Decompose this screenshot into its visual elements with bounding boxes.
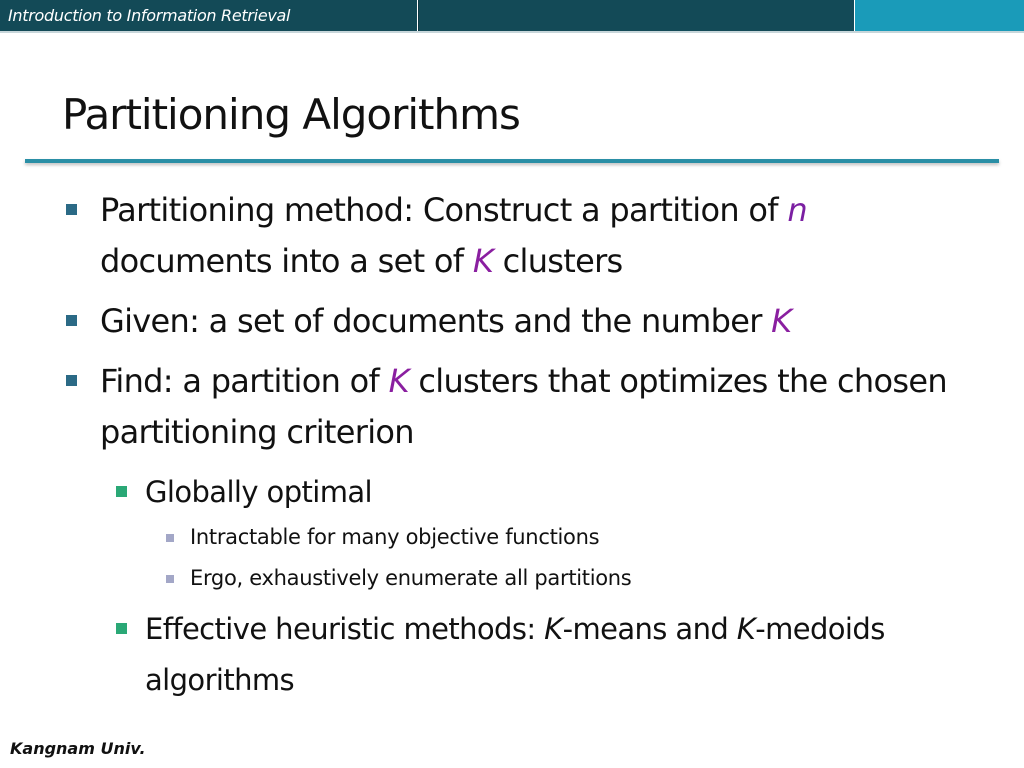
header-bar-accent [855,0,1024,31]
bullet-text: clusters that optimizes the chosen partitioning criterion [100,362,947,451]
variable-k: K [544,612,563,646]
bullet-text: clusters [493,242,623,280]
bullet-text: Find: a partition of [100,362,389,400]
bullet-text: Ergo, exhaustively enumerate all partitions [190,566,632,590]
bullet-text: -medoids algorithms [145,612,885,697]
bullet-list [0,185,1024,706]
bullet-text: Intractable for many objective functions [190,525,600,549]
header-bar [0,0,1024,33]
sub-sub-bullet-ergo [190,563,890,594]
header-underline [0,31,1024,33]
variable-k: K [771,302,792,340]
bullet-text: Given: a set of documents and the number [100,302,772,340]
bullet-text: -means and [562,612,737,646]
slide-content [0,185,1024,710]
bullet-partitioning-method [100,185,950,287]
bullet-text: Partitioning method: Construct a partition of [100,191,788,229]
header-bar-middle [418,0,854,31]
variable-k: K [388,362,409,400]
bullet-text: documents into a set of [100,242,473,280]
bullet-text: Effective heuristic methods: [145,612,545,646]
title-divider [25,159,999,163]
footer-institution: Kangnam Univ. [10,739,146,758]
sub-bullet-globally-optimal [145,467,945,518]
slide-title: Partitioning Algorithms [62,90,520,139]
variable-k: K [736,612,756,646]
bullet-find [100,356,950,458]
sub-bullet-heuristic-methods [145,604,945,706]
bullet-given [100,296,950,347]
bullet-text: Globally optimal [145,475,373,509]
variable-k: K [472,242,494,280]
sub-sub-bullet-intractable [190,522,890,553]
variable-n: n [787,191,807,229]
course-title: Introduction to Information Retrieval [8,6,291,25]
